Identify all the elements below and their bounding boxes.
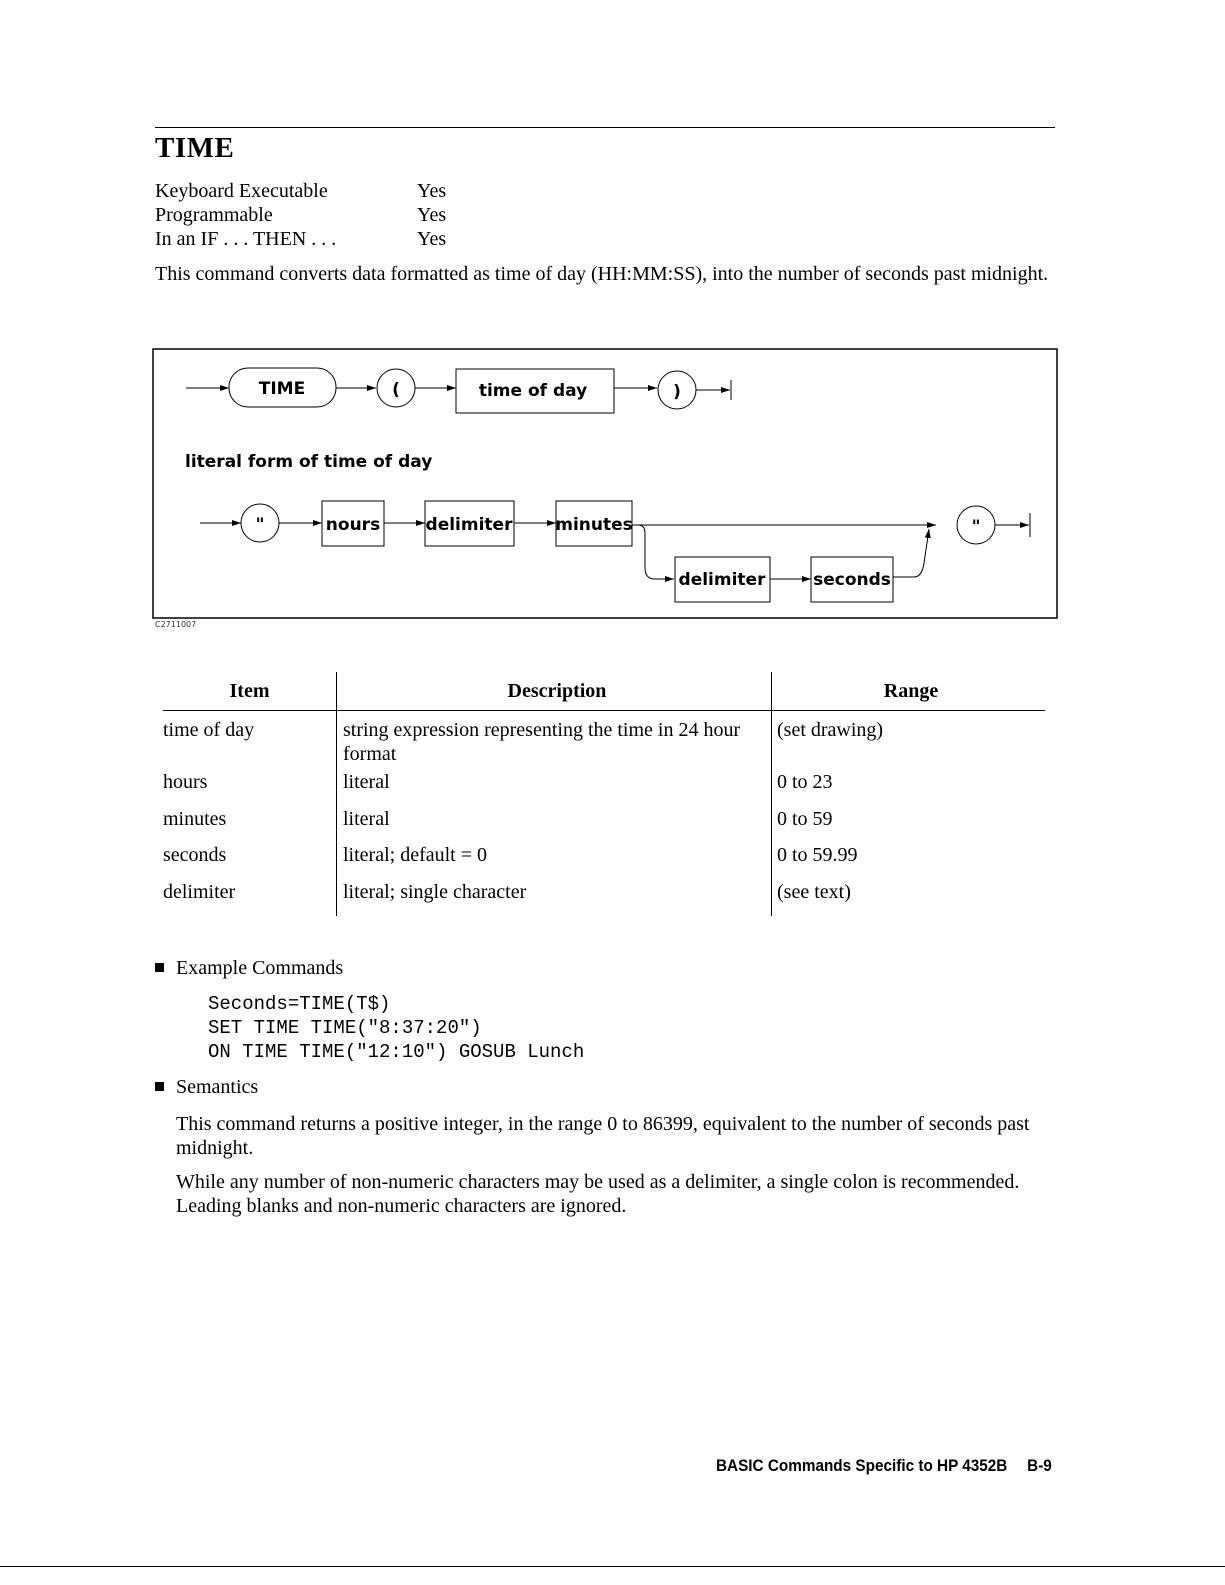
range-cell: (set drawing)	[772, 711, 1046, 771]
property-label: Programmable	[155, 204, 273, 226]
bottom-rule	[0, 1566, 1225, 1567]
semantics-paragraph: This command returns a positive integer, in the range 0 to 86399, equivalent to the number of seconds past midnight.	[176, 1113, 1030, 1159]
page-footer	[716, 1456, 1052, 1476]
range-cell: 0 to 59	[772, 807, 1046, 844]
property-value: Yes	[417, 180, 447, 202]
time-of-day-label: time of day	[478, 381, 588, 401]
delimiter-label: delimiter	[678, 570, 766, 590]
table-header-row	[163, 672, 1045, 711]
literal-form-label: literal form of time of day	[185, 452, 433, 472]
range-cell: 0 to 59.99	[772, 843, 1046, 880]
column-header: Item	[163, 672, 337, 711]
bullet-square-icon	[155, 1082, 164, 1091]
item-cell: hours	[163, 771, 208, 793]
example-code-block	[208, 992, 584, 1064]
bullet-square-icon	[155, 963, 164, 972]
property-value: Yes	[417, 228, 447, 250]
table-row	[163, 711, 1045, 771]
open-paren-label: (	[392, 380, 400, 400]
semantics-paragraph: While any number of non-numeric characters may be used as a delimiter, a single colon is recommended. Leading blanks and non-numeric characters are ignored.	[176, 1171, 1020, 1217]
top-rule	[155, 127, 1055, 128]
item-cell: minutes	[163, 807, 227, 830]
table-row	[163, 880, 1045, 917]
delimiter-label: delimiter	[425, 515, 513, 535]
description-cell: literal; default = 0	[337, 843, 772, 880]
intro-paragraph: This command converts data formatted as time of day (HH:MM:SS), into the number of seconds past midnight.	[155, 263, 1049, 285]
parameter-table	[163, 672, 1045, 916]
hours-label: nours	[325, 515, 381, 535]
column-header: Description	[337, 672, 772, 711]
examples-heading-text: Example Commands	[176, 957, 344, 979]
syntax-diagram	[152, 348, 1058, 619]
semantics-heading	[155, 1076, 258, 1099]
example-command: SET TIME TIME("8:37:20")	[208, 1017, 482, 1039]
open-quote-label: "	[255, 515, 265, 535]
close-paren-label: )	[673, 382, 681, 402]
property-label: Keyboard Executable	[155, 180, 328, 202]
page-title: TIME	[155, 132, 235, 164]
example-command: ON TIME TIME("12:10") GOSUB Lunch	[208, 1041, 585, 1063]
item-cell: seconds	[163, 844, 227, 866]
seconds-label: seconds	[813, 570, 891, 590]
range-cell: (see text)	[772, 880, 1046, 917]
column-header: Range	[772, 672, 1046, 711]
description-cell: literal	[337, 770, 772, 807]
item-cell: delimiter	[163, 880, 236, 903]
description-cell: string expression representing the time in 24 hour format	[337, 711, 772, 771]
table-row	[163, 843, 1045, 880]
example-command: Seconds=TIME(T$)	[208, 993, 391, 1015]
figure-id: C2711007	[155, 620, 197, 629]
description-cell: literal; single character	[337, 880, 772, 917]
examples-heading	[155, 957, 343, 980]
time-keyword-label: TIME	[258, 379, 306, 399]
description-cell: literal	[337, 807, 772, 844]
table-row	[163, 807, 1045, 844]
table-row	[163, 770, 1045, 807]
range-cell: 0 to 23	[772, 770, 1046, 807]
footer-text: BASIC Commands Specific to HP 4352B	[716, 1456, 1008, 1475]
close-quote-label: "	[971, 517, 981, 537]
item-cell: time of day	[163, 719, 255, 741]
semantics-heading-text: Semantics	[176, 1076, 259, 1098]
property-label: In an IF . . . THEN . . .	[155, 228, 337, 250]
minutes-label: minutes	[555, 515, 633, 535]
property-value: Yes	[417, 204, 447, 226]
page-number: B-9	[1027, 1456, 1052, 1475]
